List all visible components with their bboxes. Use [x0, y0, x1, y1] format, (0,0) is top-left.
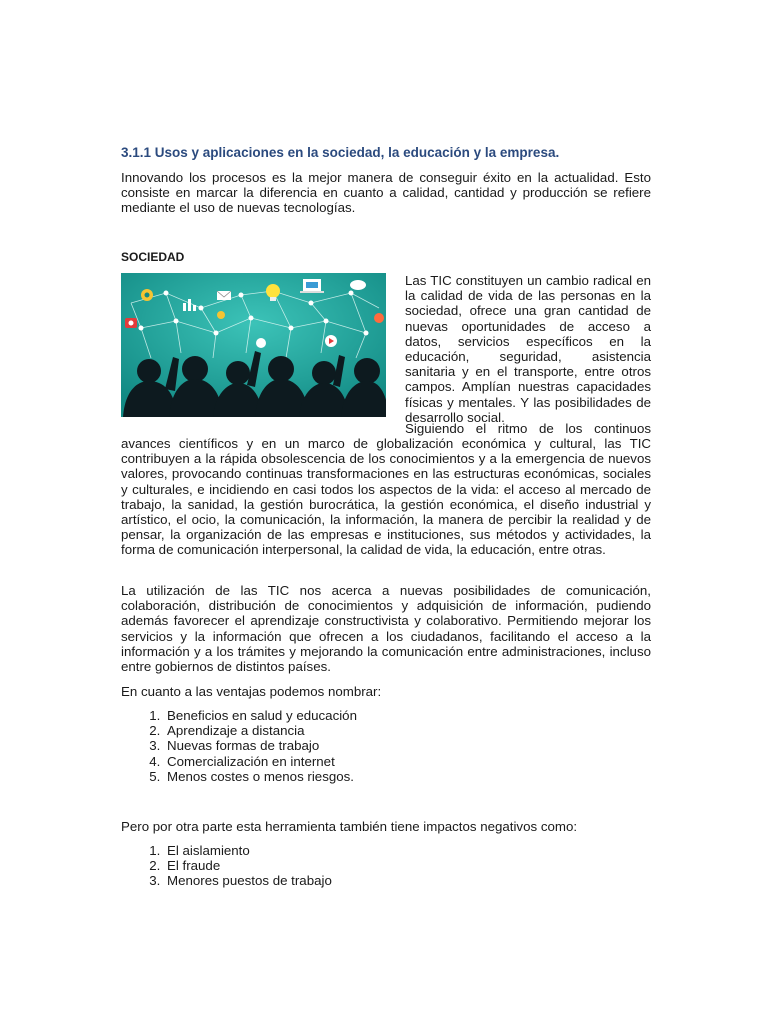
camera-icon — [125, 318, 137, 328]
negatives-lead: Pero por otra parte esta herramienta también tiene impactos negativos como: — [121, 819, 578, 834]
list-item: 3. Nuevas formas de trabajo — [164, 738, 644, 753]
list-item: 4. Comercialización en internet — [164, 754, 644, 769]
list-item: 1. Beneficios en salud y educación — [164, 708, 644, 723]
list-item: 2. El fraude — [164, 858, 644, 873]
advantages-lead: En cuanto a las ventajas podemos nombrar: — [121, 684, 382, 699]
side-paragraph: Las TIC constituyen un cambio radical en la calidad de vida de las personas en la sociedad, ofrece una gran cantidad de nuevas oportunidades de acceso a datos, servicios específicos en la educación, seguridad, asistencia sanitaria y en el transporte, entre otros campos. Amplían nuestras capacidades físicas y mentales. Y las posibilidades de desarrollo social. — [405, 273, 651, 425]
intro-paragraph: Innovando los procesos es la mejor manera de conseguir éxito en la actualidad. Esto consiste en marcar la diferencia en cuanto a calidad, cantidad y producción se refiere mediante el uso de nuevas tecnologías. — [121, 170, 651, 216]
second-paragraph: La utilización de las TIC nos acerca a nuevas posibilidades de comunicación, colaboración, distribución de conocimientos y adquisición de información, pudiendo además favorecer el aprendizaje constructivista y colaborativo. Permitiendo mejorar los servicios y la información que ofrecen a los ciudadanos, facilitando el acceso a la información y a los trámites y mejorando la comunicación entre administraciones, incluso entre gobiernos de distintos países. — [121, 583, 651, 675]
envelope-icon — [217, 291, 231, 300]
continuation-paragraph: avances científicos y en un marco de globalización económica y cultural, las TIC contribuyen a la rápida obsolescencia de los conocimientos y a la emergencia de nuevos valores, provocando continuas transformaciones en las estructuras económicas, sociales y culturales, e incidiendo en casi todos los aspectos de la vida: el acceso al mercado de trabajo, la sanidad, la gestión burocrática, la gestión económica, el diseño industrial y artístico, el ocio, la comunicación, la información, la manera de percibir la realidad y de pensar, la organización de las empresas e instituciones, sus métodos y actividades, la forma de comunicación interpersonal, la calidad de vida, la educación, entre otras. — [121, 436, 651, 558]
continuation-start: Siguiendo el ritmo de los continuos — [405, 421, 651, 436]
advantages-list — [121, 708, 644, 784]
society-illustration — [121, 273, 386, 417]
play-icon — [325, 335, 337, 347]
gear-icon — [141, 289, 153, 301]
subsection-title: SOCIEDAD — [121, 250, 185, 264]
negatives-list — [121, 843, 644, 889]
list-item: 1. El aislamiento — [164, 843, 644, 858]
list-item: 5. Menos costes o menos riesgos. — [164, 769, 644, 784]
list-item: 2. Aprendizaje a distancia — [164, 723, 644, 738]
list-item: 3. Menores puestos de trabajo — [164, 873, 644, 888]
laptop-icon — [300, 279, 324, 293]
section-heading: 3.1.1 Usos y aplicaciones en la sociedad, la educación y la empresa. — [121, 145, 560, 160]
